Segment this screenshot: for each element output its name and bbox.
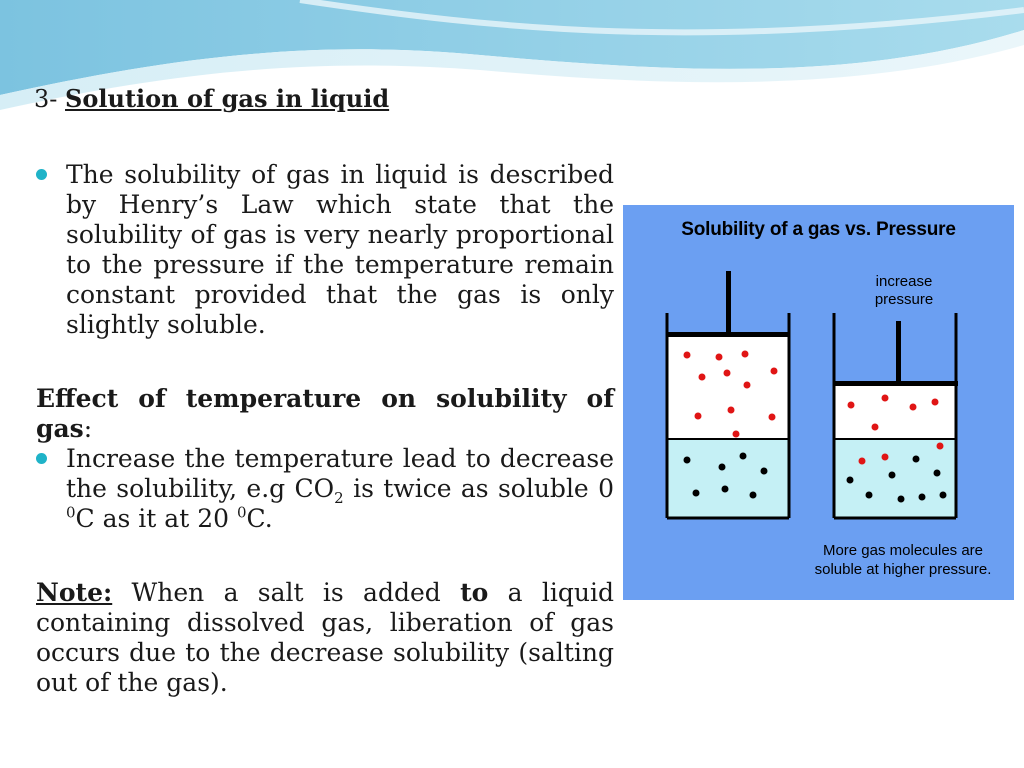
- note-text-1: When a salt is added: [112, 578, 461, 607]
- temp-text-3: C as it at 20: [75, 504, 237, 533]
- henry-law-text: The solubility of gas in liquid is described by Henry’s Law which state that the solubility of gas is very nearly proportional to the pressure if the temperature remain constant provided that the gas is only slightly soluble.: [66, 160, 614, 339]
- temp-text-1: Increase the temperature lead to decrease the solubility, e.g CO: [66, 444, 614, 503]
- title-number: 3-: [34, 85, 58, 113]
- note-label: Note:: [36, 578, 113, 607]
- solubility-figure: [623, 205, 1014, 600]
- bullet-dot-icon: [36, 169, 47, 180]
- title-text: Solution of gas in liquid: [65, 84, 390, 113]
- henry-law-bullet: [36, 160, 614, 340]
- co2-subscript: 2: [334, 489, 344, 507]
- temp-text-4: C.: [246, 504, 273, 533]
- high-pressure-cylinder: [834, 313, 958, 518]
- temp-text-2: is twice as soluble 0: [343, 474, 614, 503]
- cylinders-diagram: [623, 205, 1014, 600]
- slide-title: [34, 84, 389, 113]
- note-paragraph: [36, 578, 614, 698]
- degree-sup-2: 0: [236, 503, 247, 522]
- piston-rod-right: [896, 321, 901, 383]
- degree-sup-1: 0: [66, 503, 76, 522]
- effect-heading-text: Effect of temperature on solubility of gas: [36, 384, 614, 443]
- effect-heading-colon: :: [83, 414, 93, 443]
- effect-heading: [36, 384, 614, 444]
- piston-rod-left: [726, 271, 731, 333]
- low-pressure-cylinder: [667, 271, 789, 518]
- slide-content: [36, 160, 614, 698]
- increase-pressure-label: increase pressure: [874, 273, 934, 308]
- bullet-dot-icon: [36, 453, 47, 464]
- figure-caption: More gas molecules are soluble at higher pressure.: [814, 542, 992, 578]
- note-text-2: a liquid containing dissolved gas, liberation of gas occurs due to the decrease solubility (salting out of the gas).: [36, 578, 614, 697]
- note-bold-word: to: [460, 578, 489, 607]
- temperature-bullet: [36, 444, 614, 534]
- figure-title: Solubility of a gas vs. Pressure: [681, 219, 956, 240]
